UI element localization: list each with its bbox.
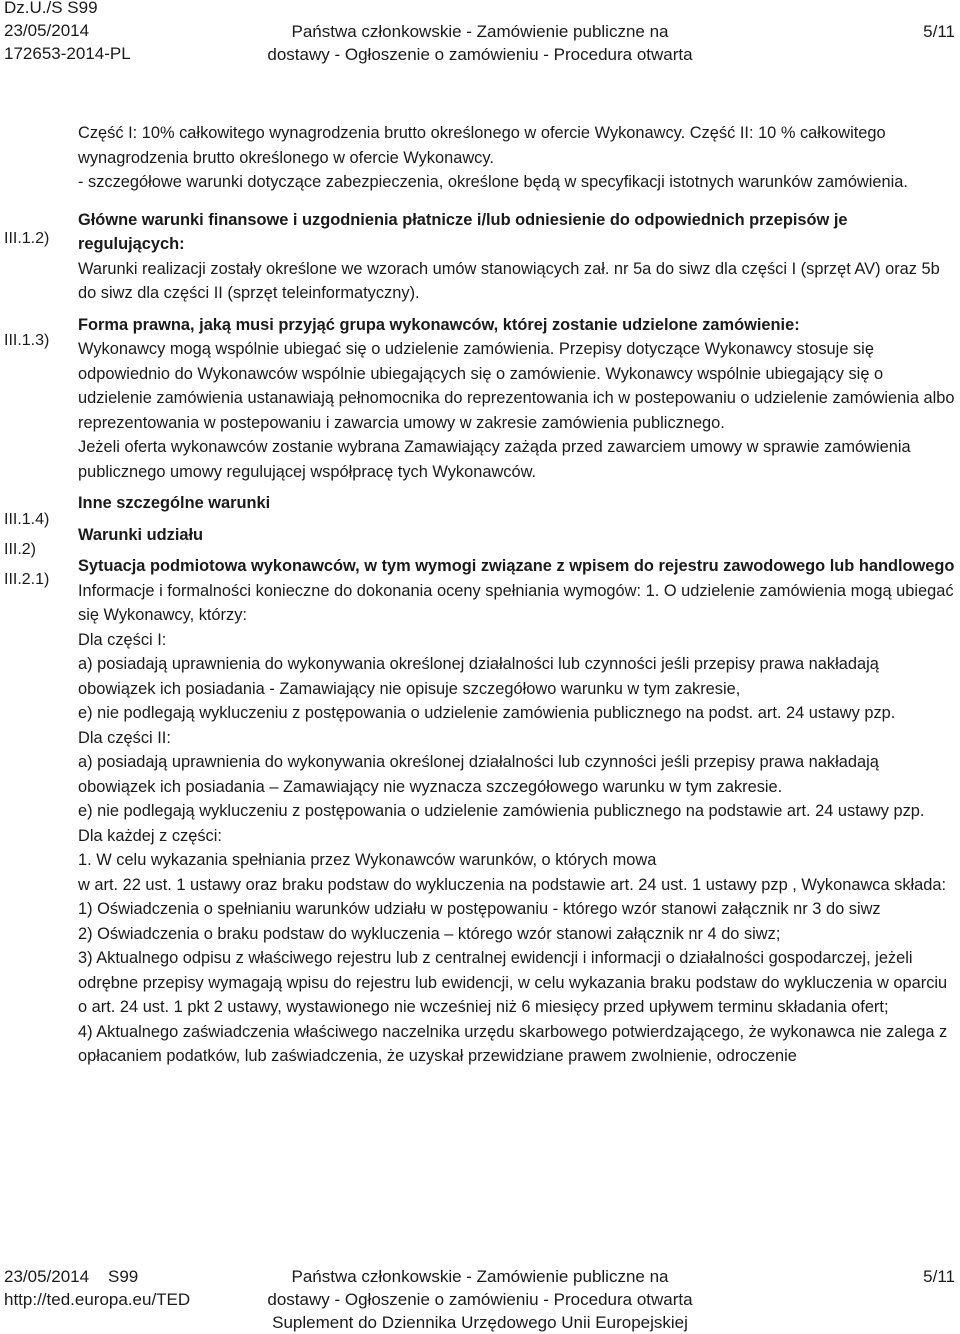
header-left — [4, 0, 131, 65]
legal-form-text-2: Jeżeli oferta wykonawców zostanie wybrana Zamawiający zażąda przed zawarciem umowy w sprawie zamówienia publicznego umowy regulującej współpracę tych Wykonawców. — [78, 438, 911, 481]
header-center — [260, 20, 700, 66]
footer-left — [4, 1265, 190, 1311]
security-paragraph: Część I: 10% całkowitego wynagrodzenia brutto określonego w ofercie Wykonawcy. Część II: 10 % całkowitego wynagrodzenia brutto określonego w ofercie Wykonawcy. — [78, 124, 886, 167]
conditions-line: Dla części II: — [78, 728, 171, 747]
conditions-line: e) nie podlegają wykluczeniu z postępowania o udzielenie zamówienia publicznego na podstawie art. 24 ustawy pzp. — [78, 802, 925, 820]
conditions-line: 2) Oświadczenia o braku podstaw do wykluczenia – którego wzór stanowi załącznik nr 4 do siwz; — [78, 924, 781, 943]
document-body — [78, 121, 956, 1069]
footer-url[interactable]: http://ted.europa.eu/TED — [4, 1290, 191, 1309]
heading-participation-conditions: Warunki udziału — [78, 525, 204, 544]
heading-other-conditions: Inne szczególne warunki — [78, 494, 271, 512]
heading-economic-situation: Sytuacja podmiotowa wykonawców, w tym wymogi związane z wpisem do rejestru zawodowego lub handlowego — [78, 557, 955, 575]
security-details: - szczegółowe warunki dotyczące zabezpieczenia, określone będą w specyfikacji istotnych warunków zamówienia. — [78, 173, 908, 191]
footer-supplement: Suplement do Dziennika Urzędowego Unii Europejskiej — [272, 1313, 688, 1332]
section-number-iii-2: III.2) — [4, 541, 37, 558]
legal-form-text: Wykonawcy mogą wspólnie ubiegać się o udzielenie zamówienia. Przepisy dotyczące Wykonawcy stosuje się odpowiednio do Wykonawców wspólnie ubiegających się o zamówienie. Wykonawcy wspólnie ubiegający się o udzielenie zamówienia ustanawiają pełnomocnika do reprezentowania ich w postepowaniu o udzielenie zamówienia albo reprezentowania w postepowaniu i zawarcia umowy w zakresie zamówienia publicznego. — [78, 340, 955, 432]
footer-center — [260, 1265, 700, 1334]
footer-series: S99 — [108, 1267, 139, 1286]
conditions-line: a) posiadają uprawnienia do wykonywania określonej działalności lub czynności jeśli przepisy prawa nakładają obowiązek ich posiadania – Zamawiający nie wyznacza szczegółowego warunku w tym zakresie. — [78, 753, 879, 796]
footer-date-series — [4, 1265, 190, 1288]
conditions-line: Informacje i formalności konieczne do dokonania oceny spełniania wymogów: 1. O udzielenie zamówienia mogą ubiegać się Wykonawcy, którzy: — [78, 581, 954, 624]
header-title-line2: dostawy - Ogłoszenie o zamówieniu - Procedura otwarta — [267, 45, 693, 64]
conditions-line: w art. 22 ust. 1 ustawy oraz braku podstaw do wykluczenia na podstawie art. 24 ust. 1 ustawy pzp , Wykonawca składa: — [78, 875, 947, 894]
footer-title-line2: dostawy - Ogłoszenie o zamówieniu - Procedura otwarta — [267, 1290, 693, 1309]
conditions-line: a) posiadają uprawnienia do wykonywania określonej działalności lub czynności jeśli przepisy prawa nakładają obowiązek ich posiadania - Zamawiający nie opisuje szczegółowo warunku w tym zakresie, — [78, 655, 879, 698]
footer-date: 23/05/2014 — [4, 1267, 90, 1286]
conditions-line: 1. W celu wykazania spełniania przez Wykonawców warunków, o których mowa — [78, 851, 657, 869]
heading-payment-terms: Główne warunki finansowe i uzgodnienia płatnicze i/lub odniesienie do odpowiednich przepisów je regulujących: — [78, 210, 848, 253]
footer-page-number: 5/11 — [923, 1267, 955, 1286]
section-number-iii-1-2: III.1.2) — [4, 230, 50, 247]
conditions-line: Dla części I: — [78, 630, 167, 649]
payment-terms-text: Warunki realizacji zostały określone we wzorach umów stanowiących zał. nr 5a do siwz dla części I (sprzęt AV) oraz 5b do siwz dla części II (sprzęt teleinformatyczny). — [78, 259, 940, 302]
conditions-line: 1) Oświadczenia o spełnianiu warunków udziału w postępowaniu - którego wzór stanowi załącznik nr 3 do siwz — [78, 900, 881, 918]
section-number-iii-2-1: III.2.1) — [4, 571, 50, 588]
section-number-iii-1-4: III.1.4) — [4, 511, 50, 528]
header-page-number: 5/11 — [923, 22, 955, 41]
heading-legal-form: Forma prawna, jaką musi przyjąć grupa wykonawców, której zostanie udzielone zamówienie: — [78, 315, 800, 334]
conditions-line: e) nie podlegają wykluczeniu z postępowania o udzielenie zamówienia publicznego na podst. art. 24 ustawy pzp. — [78, 704, 896, 722]
section-number-iii-1-3: III.1.3) — [4, 332, 50, 349]
conditions-line: 4) Aktualnego zaświadczenia właściwego naczelnika urzędu skarbowego potwierdzającego, że wykonawca nie zalega z opłacaniem podatków, lub zaświadczenia, że uzyskał przewidziane prawem zwolnienie, odroczenie — [78, 1022, 948, 1065]
conditions-line: Dla każdej z części: — [78, 826, 222, 845]
notice-number: 172653-2014-PL — [4, 44, 131, 63]
publication-date: 23/05/2014 — [4, 21, 90, 40]
header-title-line1: Państwa członkowskie - Zamówienie publiczne na — [291, 22, 669, 41]
footer-title-line1: Państwa członkowskie - Zamówienie publiczne na — [291, 1267, 669, 1286]
journal-ref: Dz.U./S S99 — [4, 0, 98, 17]
conditions-line: 3) Aktualnego odpisu z właściwego rejestru lub z centralnej ewidencji i informacji o działalności gospodarczej, jeżeli odrębne przepisy wymagają wpisu do rejestru lub ewidencji, w celu wykazania braku podstaw do wykluczenia w oparciu o art. 24 ust. 1 pkt 2 ustawy, wystawionego nie wcześniej niż 6 miesięcy przed upływem terminu składania ofert; — [78, 949, 948, 1016]
